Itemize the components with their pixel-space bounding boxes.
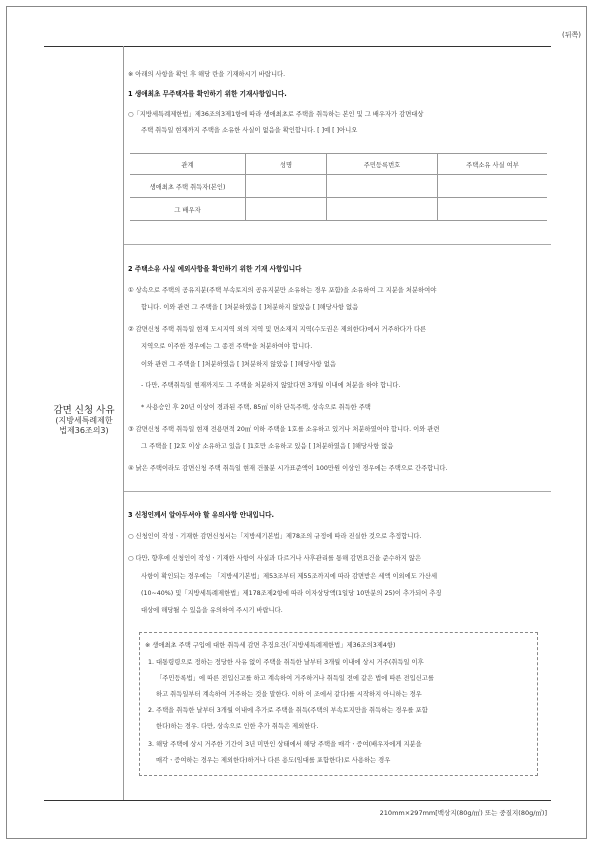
table-header: 성명 bbox=[246, 154, 327, 175]
recapture-note-box bbox=[139, 632, 538, 776]
section2-item2-line3: 이와 관련 그 주택을 [ ]처분하였음 [ ]처분하지 않았음 [ ]해당사항 없음 bbox=[141, 361, 336, 368]
page-label: (뒤쪽) bbox=[562, 31, 581, 39]
section2-item4: ④ 낡은 주택이라도 감면신청 주택 취득일 현재 건물분 시가표준액이 100만원 이상인 경우에는 주택으로 간주합니다. bbox=[128, 465, 448, 472]
reason-law-line2: 법제36조의3) bbox=[59, 426, 109, 435]
reason-law-line1: (지방세특례제한 bbox=[55, 416, 113, 425]
table-header: 주민등록번호 bbox=[327, 154, 438, 175]
note-item2-line2: 한다)하는 경우. 다만, 상속으로 인한 추가 취득은 제외한다. bbox=[156, 723, 319, 730]
table-header: 관계 bbox=[130, 154, 246, 175]
note-item1-line2: 「주민등록법」에 따른 전입신고를 하고 계속하여 거주하거나 취득일 전에 같은 법에 따른 전입신고를 bbox=[156, 675, 434, 682]
section2-item1-line1: ① 상속으로 주택의 공유지분(주택 부속토지의 공유지분만 소유하는 경우 포함)을 소유하여 그 지분을 처분하여야 bbox=[128, 287, 437, 294]
table-row bbox=[130, 198, 547, 221]
note-item1-line1: 1. 대통령령으로 정하는 정당한 사유 없이 주택을 취득한 날부터 3개월 이내에 상시 거주(취득일 이후 bbox=[148, 659, 424, 666]
table-header: 주택소유 사실 여부 bbox=[438, 154, 548, 175]
top-rule bbox=[44, 46, 551, 47]
section3-heading: 3 신청인께서 알아두셔야 할 유의사항 안내입니다. bbox=[128, 511, 274, 519]
section2-item1-line2: 합니다. 이와 관련 그 주택을 [ ]처분하였음 [ ]처분하지 않았음 [ ]해당사항 없음 bbox=[141, 304, 359, 311]
table-cell-relation: 생애최초 주택 취득자(본인) bbox=[130, 175, 246, 198]
section2-item3-line1: ③ 감면신청 주택 취득일 현재 전용면적 20㎡ 이하 주택을 1호를 소유하고 있거나 처분하였어야 합니다. 이와 관련 bbox=[128, 426, 440, 433]
reason-title: 감면 신청 사유 bbox=[53, 405, 115, 416]
table-cell-name[interactable] bbox=[246, 175, 327, 198]
table-cell-ownership[interactable] bbox=[438, 175, 548, 198]
section2-heading: 2 주택소유 사실 예외사항을 확인하기 위한 기재 사항입니다 bbox=[128, 265, 302, 273]
section-divider bbox=[124, 491, 551, 492]
section3-item2-line4: 대상에 해당될 수 있음을 유의하여 주시기 바랍니다. bbox=[141, 607, 283, 614]
table-row bbox=[130, 175, 547, 198]
paper-spec: 210mm×297mm[백상지(80g/㎡) 또는 중질지(80g/㎡)] bbox=[379, 809, 547, 817]
section2-item2-line4: - 다만, 주택취득일 현재까지도 그 주택을 처분하지 않았다면 3개월 이내에 처분을 하야 합니다. bbox=[141, 382, 401, 389]
section3-item1: ○ 신청인이 작성ㆍ기재한 감면신청서는「지방세기본법」제78조의 규정에 따라 진실한 것으로 추정합니다. bbox=[128, 533, 422, 540]
section1-item-line1: ○「지방세특례제한법」제36조의3제1항에 따라 생애최초로 주택을 취득하는 본인 및 그 배우자가 감면대상 bbox=[128, 111, 424, 118]
note-item2-line1: 2. 주택을 취득한 날부터 3개월 이내에 추가로 주택을 취득(주택의 부속토지만을 취득하는 경우를 포함 bbox=[148, 707, 428, 714]
section2-item2-note: * 사용승인 후 20년 이상이 경과된 주택, 85㎡ 이하 단독주택, 상속으로 취득한 주택 bbox=[141, 404, 371, 411]
section1-heading: 1 생애최초 무주택자를 확인하기 위한 기재사항입니다. bbox=[128, 90, 287, 98]
section2-item3-line2: 그 주택을 [ ]2호 이상 소유하고 있음 [ ]1호만 소유하고 있음 [ ]처분하였음 [ ]해당사항 없음 bbox=[141, 443, 394, 450]
note-title: ※ 생애최초 주택 구입에 대한 취득세 감면 추징요건(「지방세특례제한법」제36조의3제4항) bbox=[145, 642, 396, 649]
section2-item2-line1: ② 감면신청 주택 취득일 현재 도시지역 외의 지역 및 면소재지 지역(수도권은 제외한다)에서 거주하다가 다른 bbox=[128, 326, 427, 333]
table-cell-ownership[interactable] bbox=[438, 198, 548, 221]
section3-item2-line1: ○ 다만, 향후에 신청인이 작성ㆍ기재한 사항이 사실과 다르거나 사후관리를 통해 감면요건을 준수하지 않은 bbox=[128, 555, 422, 562]
note-item3-line1: 3. 해당 주택에 상시 거주한 기간이 3년 미만인 상태에서 해당 주택을 매각ㆍ증여(배우자에게 지분을 bbox=[148, 741, 422, 748]
section3-item2-line3: (10~40%) 및「지방세특례제한법」제178조제2항에 따라 이자상당액(1일당 10만분의 25)이 추가되어 추징 bbox=[141, 590, 442, 597]
section3-item2-line2: 사항이 확인되는 경우에는 「지방세기본법」제53조부터 제55조까지에 따라 감면받은 세액 이외에도 가산세 bbox=[141, 573, 438, 580]
relation-table bbox=[130, 153, 547, 221]
table-cell-name[interactable] bbox=[246, 198, 327, 221]
note-item1-line3: 하고 취득일부터 계속하여 거주하는 것을 말한다. 이하 이 조에서 같다)를 시작하지 아니하는 경우 bbox=[156, 691, 422, 698]
reason-label bbox=[48, 402, 120, 436]
note-item3-line2: 매각ㆍ증여하는 경우는 제외한다)하거나 다른 용도(임대를 포함한다)로 사용하는 경우 bbox=[156, 757, 391, 764]
intro-note: ※ 아래의 사항을 확인 후 해당 란을 기재하시기 바랍니다. bbox=[128, 71, 286, 78]
table-cell-id[interactable] bbox=[327, 198, 438, 221]
column-divider bbox=[123, 46, 124, 800]
section1-item-line2: 주택 취득일 현재까지 주택을 소유한 사실이 없음을 확인합니다. [ ]예 [ ]아니오 bbox=[141, 127, 358, 134]
table-header-row bbox=[130, 154, 547, 175]
bottom-rule bbox=[44, 800, 551, 801]
section2-item2-line2: 지역으로 이주한 경우에는 그 종전 주택*을 처분하여야 합니다. bbox=[141, 343, 313, 350]
table-cell-relation: 그 배우자 bbox=[130, 198, 246, 221]
section-divider bbox=[124, 244, 551, 245]
table-cell-id[interactable] bbox=[327, 175, 438, 198]
